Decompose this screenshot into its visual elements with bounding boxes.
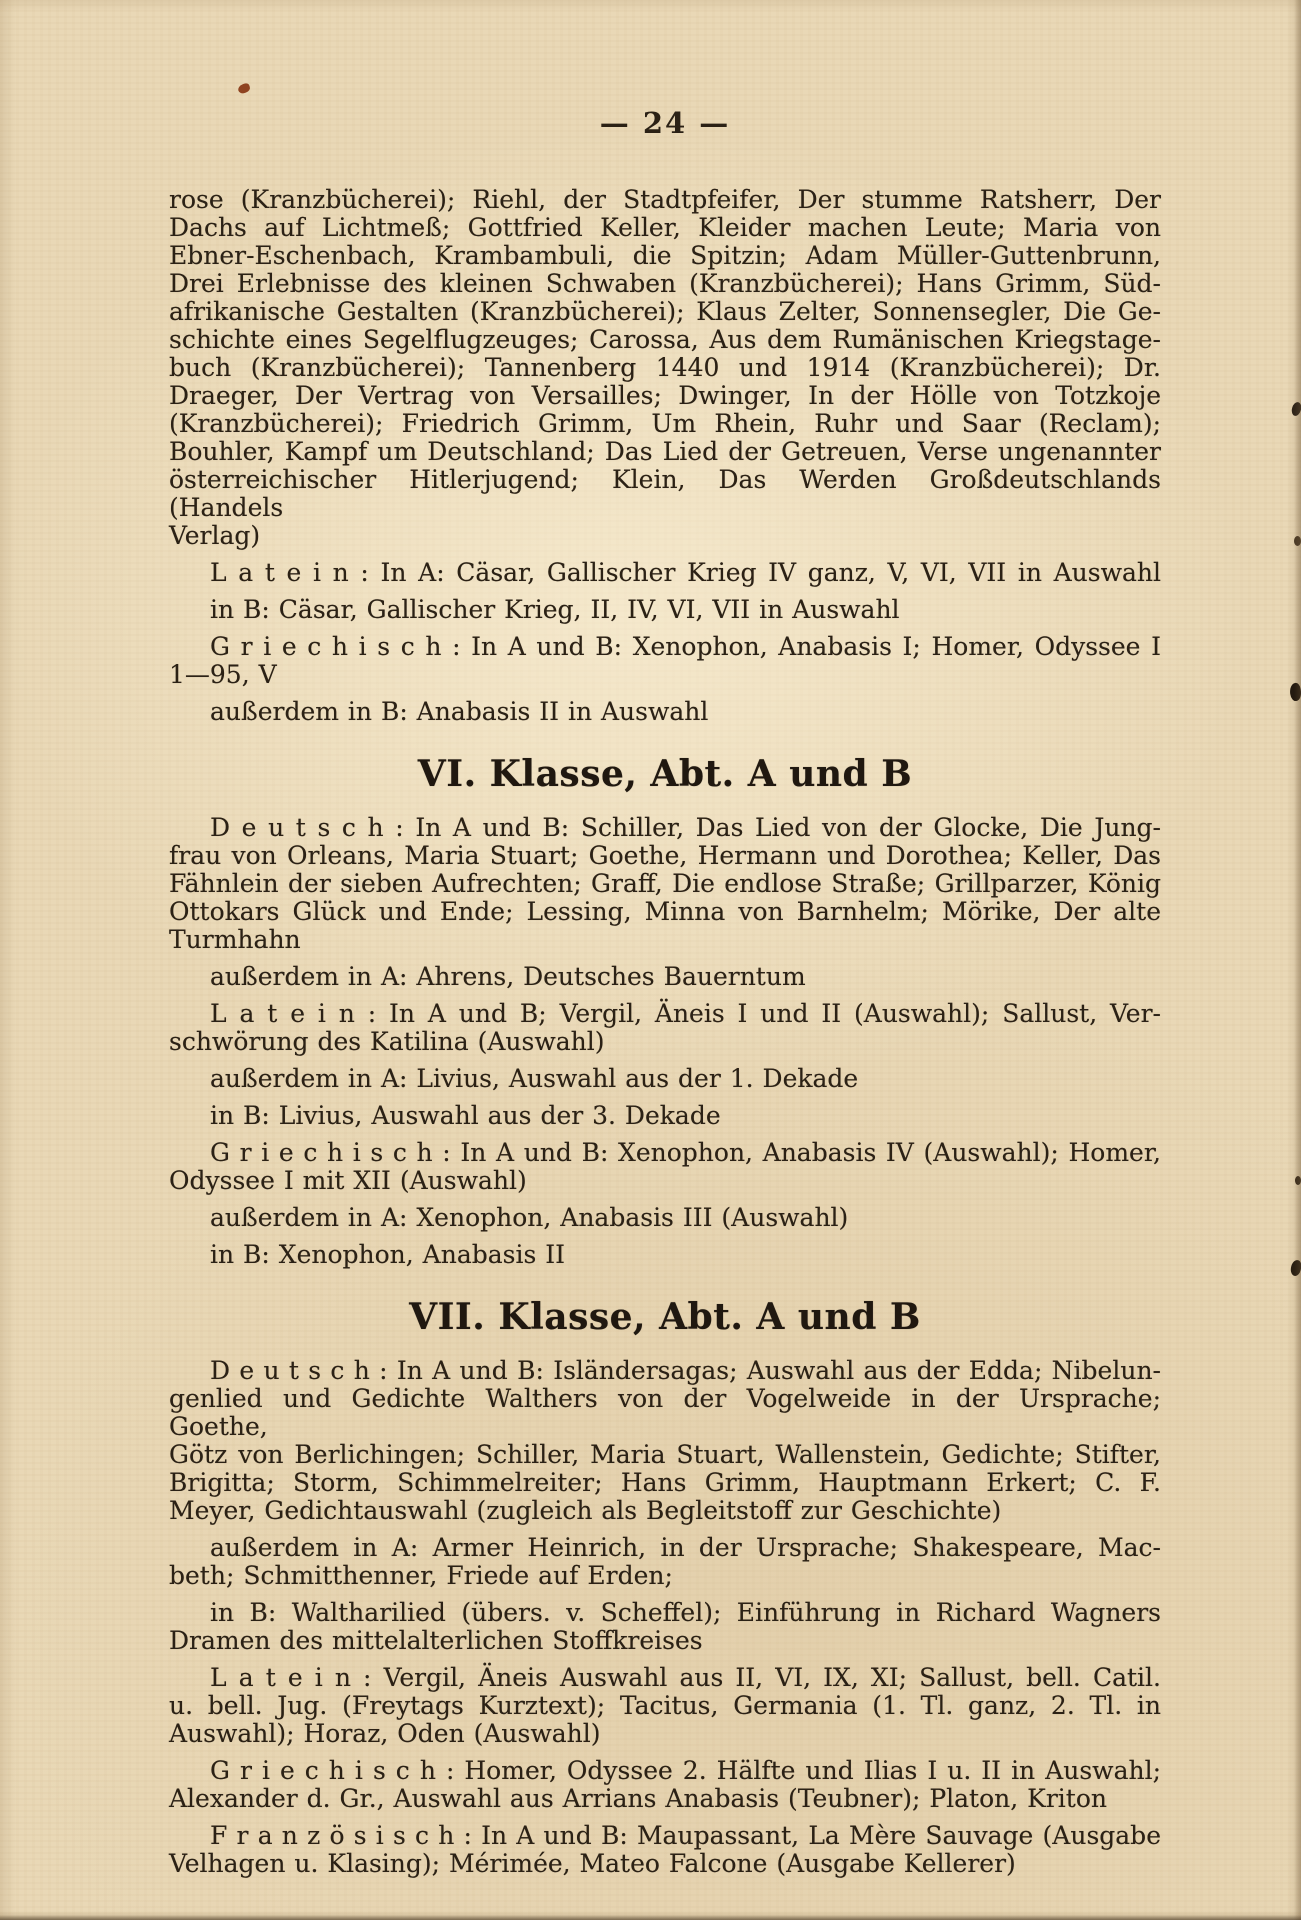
paragraph — [169, 1102, 1161, 1130]
text-line: Alexander d. Gr., Auswahl aus Arrians Anabasis (Teubner); Platon, Kriton — [169, 1784, 1107, 1813]
text-line: schichte eines Segelflugzeuges; Carossa, Aus dem Rumänischen Kriegstage- — [169, 325, 1161, 354]
ink-speck — [1295, 1176, 1301, 1185]
text-line: L a t e i n : Vergil, Äneis Auswahl aus II, VI, IX, XI; Sallust, bell. Catil. — [210, 1663, 1161, 1692]
text-line: D e u t s c h : In A und B: Schiller, Das Lied von der Glocke, Die Jung- — [210, 813, 1161, 842]
text-line: in B: Waltharilied (übers. v. Scheffel); Einführung in Richard Wagners — [210, 1598, 1161, 1627]
text-line: G r i e c h i s c h : In A und B: Xenophon, Anabasis IV (Auswahl); Homer, — [210, 1138, 1161, 1167]
text-line: L a t e i n : In A und B; Vergil, Äneis I und II (Auswahl); Sallust, Ver- — [210, 999, 1161, 1028]
text-line: F r a n z ö s i s c h : In A und B: Maupassant, La Mère Sauvage (Ausgabe — [210, 1821, 1161, 1850]
text-line: außerdem in A: Ahrens, Deutsches Bauerntum — [210, 962, 806, 991]
text-line: außerdem in A: Livius, Auswahl aus der 1. Dekade — [210, 1064, 859, 1093]
paragraph — [169, 1534, 1161, 1590]
ink-speck — [1290, 401, 1301, 417]
text-line: G r i e c h i s c h : In A und B: Xenophon, Anabasis I; Homer, Odyssee I — [210, 632, 1161, 661]
ink-speck — [1294, 536, 1301, 546]
text-line: Meyer, Gedichtauswahl (zugleich als Begleitstoff zur Geschichte) — [169, 1496, 1002, 1525]
text-line: österreichischer Hitlerjugend; Klein, Das Werden Großdeutschlands (Handels — [169, 465, 1161, 522]
paragraph — [169, 1139, 1161, 1195]
paragraph — [169, 1757, 1161, 1813]
paragraph — [169, 814, 1161, 954]
ink-speck — [1289, 682, 1301, 701]
text-line: in B: Livius, Auswahl aus der 3. Dekade — [210, 1101, 721, 1130]
text-line: außerdem in B: Anabasis II in Auswahl — [210, 697, 709, 726]
text-line: Odyssee I mit XII (Auswahl) — [169, 1166, 527, 1195]
body-text-block — [169, 186, 1161, 1878]
text-line: Draeger, Der Vertrag von Versailles; Dwinger, In der Hölle von Totzkoje — [169, 381, 1161, 410]
text-line: Brigitta; Storm, Schimmelreiter; Hans Grimm, Hauptmann Erkert; C. F. — [169, 1468, 1161, 1497]
paragraph — [169, 186, 1161, 550]
paragraph — [169, 1822, 1161, 1878]
text-line: Ebner-Eschenbach, Krambambuli, die Spitzin; Adam Müller-Guttenbrunn, — [169, 241, 1161, 270]
text-line: schwörung des Katilina (Auswahl) — [169, 1027, 605, 1056]
text-line: L a t e i n : In A: Cäsar, Gallischer Krieg IV ganz, V, VI, VII in Auswahl — [210, 558, 1161, 587]
text-line: Dramen des mittelalterlichen Stoffkreises — [169, 1626, 703, 1655]
text-line: genlied und Gedichte Walthers von der Vogelweide in der Ursprache; Goethe, — [169, 1384, 1161, 1441]
text-line: G r i e c h i s c h : Homer, Odyssee 2. Hälfte und Ilias I u. II in Auswahl; — [210, 1756, 1161, 1785]
text-line: Auswahl); Horaz, Oden (Auswahl) — [169, 1719, 601, 1748]
text-line: Bouhler, Kampf um Deutschland; Das Lied der Getreuen, Verse ungenannter — [169, 437, 1161, 466]
text-line: Dachs auf Lichtmeß; Gottfried Keller, Kleider machen Leute; Maria von — [169, 213, 1161, 242]
ink-speck — [1290, 1259, 1301, 1276]
text-line: D e u t s c h : In A und B: Isländersagas; Auswahl aus der Edda; Nibelun- — [210, 1356, 1161, 1385]
text-line: buch (Kranzbücherei); Tannenberg 1440 und 1914 (Kranzbücherei); Dr. — [169, 353, 1161, 382]
text-line: in B: Xenophon, Anabasis II — [210, 1240, 566, 1269]
paragraph — [169, 559, 1161, 587]
page-bottom-edge-shadow — [0, 1915, 1301, 1920]
text-line: Verlag) — [169, 521, 261, 550]
page-right-edge-shadow — [1294, 0, 1301, 1920]
page-number: — 24 — — [599, 106, 731, 140]
paragraph — [169, 633, 1161, 689]
paragraph — [169, 596, 1161, 624]
paragraph — [169, 1664, 1161, 1748]
text-line: Velhagen u. Klasing); Mérimée, Mateo Falcone (Ausgabe Kellerer) — [169, 1849, 1016, 1878]
ink-speck — [237, 82, 251, 95]
text-line: Fähnlein der sieben Aufrechten; Graff, Die endlose Straße; Grillparzer, König — [169, 869, 1161, 898]
paragraph — [169, 963, 1161, 991]
paragraph — [169, 1065, 1161, 1093]
paragraph — [169, 1000, 1161, 1056]
paragraph — [169, 1204, 1161, 1232]
text-line: afrikanische Gestalten (Kranzbücherei); Klaus Zelter, Sonnensegler, Die Ge- — [169, 297, 1161, 326]
text-line: außerdem in A: Armer Heinrich, in der Ursprache; Shakespeare, Mac- — [210, 1533, 1161, 1562]
section-heading: VI. Klasse, Abt. A und B — [417, 753, 913, 795]
text-line: Drei Erlebnisse des kleinen Schwaben (Kranzbücherei); Hans Grimm, Süd- — [169, 269, 1161, 298]
paragraph — [169, 1357, 1161, 1525]
section-heading: VII. Klasse, Abt. A und B — [409, 1296, 921, 1338]
text-line: rose (Kranzbücherei); Riehl, der Stadtpfeifer, Der stumme Ratsherr, Der — [169, 185, 1161, 214]
paragraph — [169, 1599, 1161, 1655]
text-line: frau von Orleans, Maria Stuart; Goethe, Hermann und Dorothea; Keller, Das — [169, 841, 1161, 870]
text-line: in B: Cäsar, Gallischer Krieg, II, IV, VI, VII in Auswahl — [210, 595, 900, 624]
text-line: Ottokars Glück und Ende; Lessing, Minna von Barnhelm; Mörike, Der alte — [169, 897, 1161, 926]
text-line: Turmhahn — [169, 925, 301, 954]
paragraph — [169, 1241, 1161, 1269]
text-line: beth; Schmitthenner, Friede auf Erden; — [169, 1561, 673, 1590]
text-line: (Kranzbücherei); Friedrich Grimm, Um Rhein, Ruhr und Saar (Reclam); — [169, 409, 1161, 438]
text-line: u. bell. Jug. (Freytags Kurztext); Tacitus, Germania (1. Tl. ganz, 2. Tl. in — [169, 1691, 1161, 1720]
text-line: 1—95, V — [169, 660, 277, 689]
text-line: außerdem in A: Xenophon, Anabasis III (Auswahl) — [210, 1203, 849, 1232]
text-line: Götz von Berlichingen; Schiller, Maria Stuart, Wallenstein, Gedichte; Stifter, — [169, 1440, 1161, 1469]
paragraph — [169, 698, 1161, 726]
